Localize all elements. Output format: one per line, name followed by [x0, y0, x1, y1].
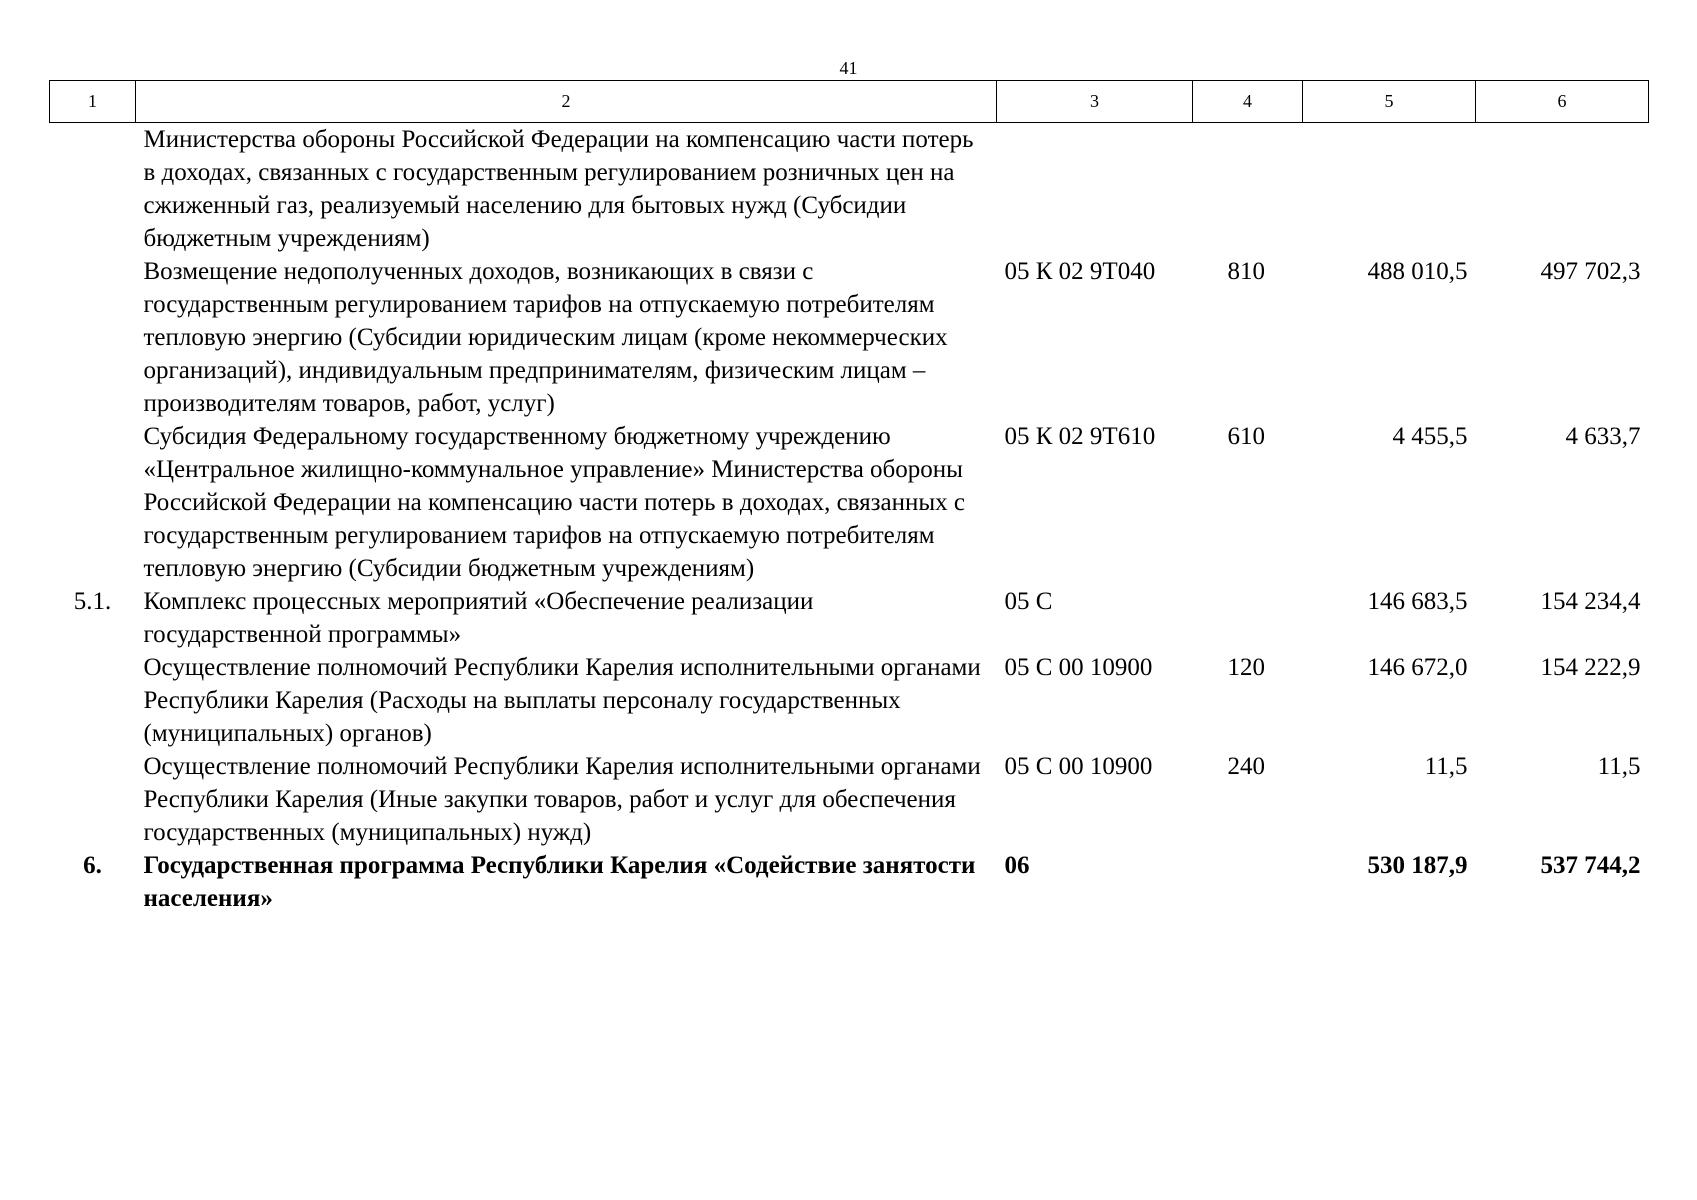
table-row [50, 420, 1649, 585]
row-name: Возмещение недополученных доходов, возникающих в связи с государственным регулированием тарифов на отпускаемую потребителям тепловую энергию (Субсидии юридическим лицам (кроме некоммерческих организаций), индивидуальным предпринимателям, физическим лицам – производителям товаров, работ, услуг) [143, 258, 948, 417]
table-row [50, 123, 1649, 256]
row-expense-type: 810 [1227, 258, 1265, 285]
row-expense-type: 240 [1227, 753, 1265, 780]
header-col-3: 3 [997, 81, 1193, 123]
row-code: 06 [1004, 852, 1030, 879]
row-sum-1: 146 683,5 [1367, 588, 1468, 615]
row-number [50, 420, 136, 585]
header-col-2: 2 [136, 81, 997, 123]
row-code: 05 С [1004, 588, 1053, 615]
table-row [50, 651, 1649, 750]
header-col-1: 1 [50, 81, 136, 123]
row-sum-1: 530 187,9 [1367, 852, 1468, 879]
header-col-4: 4 [1193, 81, 1303, 123]
budget-table [49, 80, 1649, 915]
row-number [50, 651, 136, 750]
row-name: Субсидия Федеральному государственному бюджетному учреждению «Центральное жилищно-коммунальное управление» Министерства обороны Российской Федерации на компенсацию части потерь в доходах, связанных с государственным регулированием тарифов на отпускаемую потребителям тепловую энергию (Субсидии бюджетным учреждениям) [143, 423, 966, 582]
row-name: Министерства обороны Российской Федерации на компенсацию части потерь в доходах, связанных с государственным регулированием розничных цен на сжиженный газ, реализуемый населению для бытовых нужд (Субсидии бюджетным учреждениям) [143, 126, 974, 252]
row-sum-2: 4 633,7 [1565, 423, 1641, 450]
row-sum-1: 488 010,5 [1367, 258, 1468, 285]
row-sum-1: 4 455,5 [1392, 423, 1468, 450]
row-code: 05 С 00 10900 [1004, 654, 1153, 681]
row-name: Осуществление полномочий Республики Карелия исполнительными органами Республики Карелия (Расходы на выплаты персоналу государственных (муниципальных) органов) [143, 654, 981, 747]
row-name: Государственная программа Республики Карелия «Содействие занятости населения» [143, 852, 976, 912]
row-number: 6. [83, 852, 102, 879]
row-sum-2: 11,5 [1597, 753, 1641, 780]
header-col-5: 5 [1303, 81, 1476, 123]
row-sum-1: 146 672,0 [1367, 654, 1468, 681]
row-expense-type [1193, 123, 1303, 256]
table-row [50, 750, 1649, 849]
row-sum-2: 497 702,3 [1540, 258, 1641, 285]
row-sum-1: 11,5 [1424, 753, 1468, 780]
row-number [50, 750, 136, 849]
row-sum-2: 154 222,9 [1540, 654, 1641, 681]
page-number: 41 [839, 58, 858, 78]
row-code: 05 К 02 9Т040 [1004, 258, 1156, 285]
table-row [50, 849, 1649, 915]
row-expense-type [1193, 585, 1303, 651]
row-sum-2 [1476, 123, 1649, 256]
row-code: 05 С 00 10900 [1004, 753, 1153, 780]
header-row [50, 81, 1649, 123]
row-sum-2: 154 234,4 [1540, 588, 1641, 615]
row-number [50, 123, 136, 256]
row-number: 5.1. [73, 588, 112, 615]
row-code: 05 К 02 9Т610 [1004, 423, 1156, 450]
row-expense-type: 120 [1227, 654, 1265, 681]
table-row [50, 585, 1649, 651]
row-expense-type: 610 [1227, 423, 1265, 450]
row-expense-type [1193, 849, 1303, 915]
row-sum-2: 537 744,2 [1540, 852, 1641, 879]
row-name: Комплекс процессных мероприятий «Обеспечение реализации государственной программы» [143, 588, 814, 648]
row-name: Осуществление полномочий Республики Карелия исполнительными органами Республики Карелия (Иные закупки товаров, работ и услуг для обеспечения государственных (муниципальных) нужд) [143, 753, 981, 846]
row-sum-1 [1303, 123, 1476, 256]
table-row [50, 255, 1649, 420]
row-number [50, 255, 136, 420]
header-col-6: 6 [1476, 81, 1649, 123]
row-code [997, 123, 1193, 256]
